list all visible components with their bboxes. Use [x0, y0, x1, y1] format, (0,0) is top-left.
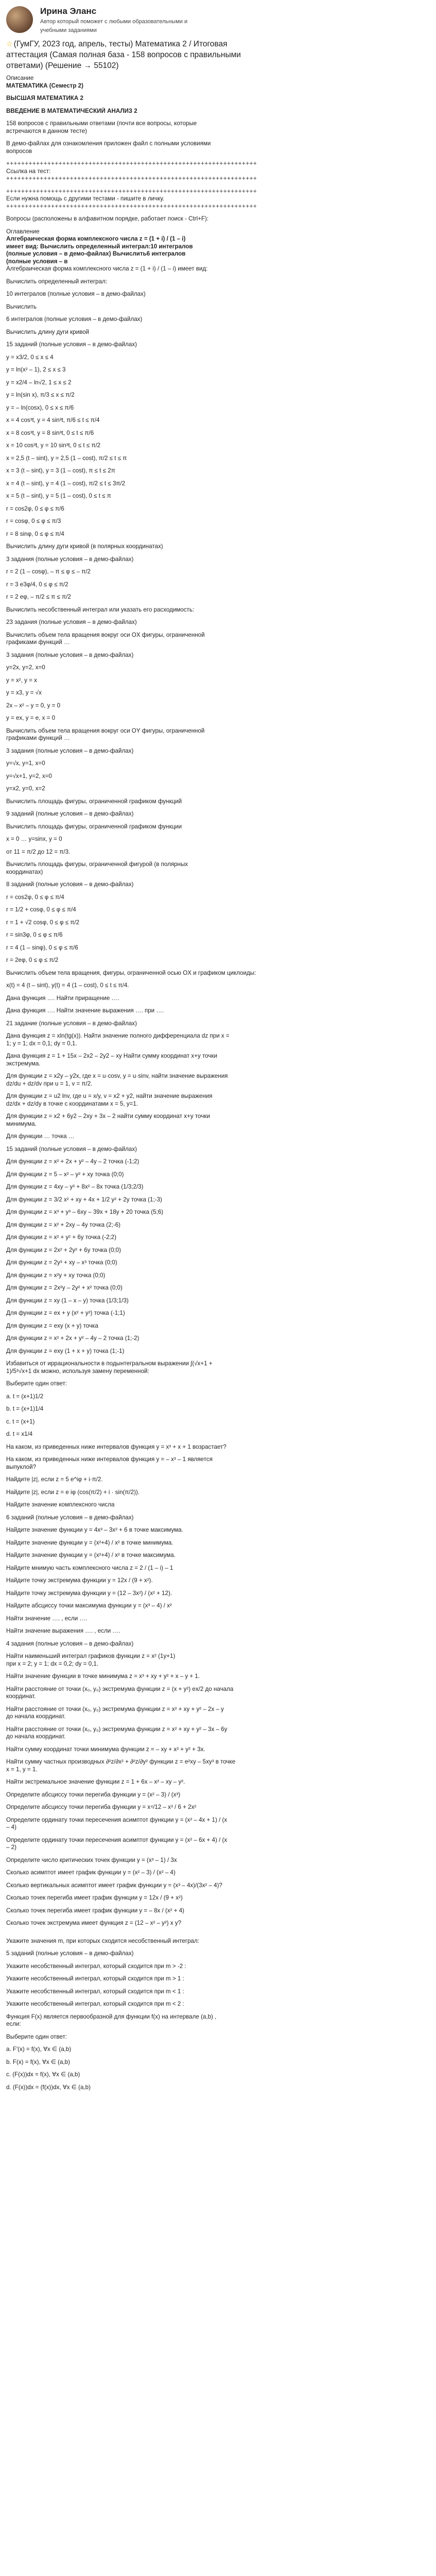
- body-line: Найти значение функции в точке минимума z = x³ + xy + y² + x – y + 1.: [6, 1673, 200, 1680]
- body-line: a. F'(x) = f(x), ∀x ∈ (a,b): [6, 2046, 72, 2053]
- body-line: Вычислить площадь фигуры, ограниченной графиком функций: [6, 798, 182, 805]
- body-line: c. t = (x+1): [6, 1418, 35, 1425]
- body-line: y = ex, y = e, x = 0: [6, 715, 56, 721]
- body-line: Найти расстояние от точки (x₀, y₀) экстремума функции z = x² + xy + y² – 2x – y: [6, 1705, 224, 1713]
- body-line: Выберите один ответ:: [6, 1380, 67, 1387]
- body-line: графиками функций …: [6, 735, 70, 741]
- body-line: Для функции z = 3/2 x² + xy + 4x + 1/2 y² + 2y точка (1;-3): [6, 1196, 162, 1203]
- body-line: Дана функция …. Найти приращение ….: [6, 994, 119, 1002]
- body-line: Найдите абсциссу точки максимума функции y = (x³ – 4) / x²: [6, 1602, 172, 1609]
- body-line: если:: [6, 2021, 21, 2027]
- body-line: На каком, из приведенных ниже интервалов функция y = – x³ – 1 является: [6, 1456, 213, 1463]
- body-line: 2x – x² – y = 0, y = 0: [6, 702, 61, 709]
- body-line: +++++++++++++++++++++++++++++++++++++++++++++++++++++++++++++++++++: [6, 160, 257, 167]
- body-line: Для функции z = x2 + 6y2 – 2xy + 3x – 2 найти сумму координат x+y точки: [6, 1113, 210, 1120]
- body-line: r = cosφ, 0 ≤ φ ≤ π/3: [6, 518, 61, 524]
- body-line: y=x2, y=0, x=2: [6, 785, 45, 792]
- body-line: Укажите несобственный интеграл, который сходится при m > 1 :: [6, 1975, 184, 1982]
- body-line: 3 задания (полные условия – в демо-файлах): [6, 555, 134, 563]
- body-line: 15 заданий (полные условия – в демо-файлах): [6, 1145, 137, 1153]
- body-line: Найдите |z|, если z = e iφ (cos(π/2) + i · sin(π/2)).: [6, 1488, 140, 1496]
- body-line: Найти сумму частных производных ∂²z/∂x² + ∂²z/∂y² функции z = e²xy – 5xy³ в точке: [6, 1758, 236, 1765]
- body-line: x = 10 cos³t, y = 10 sin³t, 0 ≤ t ≤ π/2: [6, 442, 101, 449]
- body-line: Для функции z = x² + 2xy – 4y точка (2;-6): [6, 1221, 120, 1228]
- body-line: Вычислить площадь фигуры, ограниченной графиком функции: [6, 823, 182, 830]
- body-line: 3 задания (полные условия – в демо-файлах): [6, 747, 134, 754]
- body-line: Найдите точку экстремума функции y = 12x / (9 + x²).: [6, 1577, 153, 1584]
- body-line: x = 5 (t – sint), y = 5 (1 – cost), 0 ≤ t ≤ π: [6, 493, 111, 499]
- body-line: Для функции z = x³ + y³ – 6xy – 39x + 18y + 20 точка (5;6): [6, 1209, 164, 1215]
- body-line: a. t = (x+1)1/2: [6, 1393, 44, 1400]
- body-line: Дана функция z = xln(tg(x)). Найти значение полного дифференциала dz при x =: [6, 1032, 230, 1039]
- body-line: 3 задания (полные условия – в демо-файлах): [6, 651, 134, 658]
- body-line: Избавиться от иррациональности в подынтегральном выражении ∫(√x+1 +: [6, 1360, 213, 1367]
- body-line: r = 2 eφ, – π/2 ≤ π ≤ π/2: [6, 594, 71, 600]
- body-line: Найдите точку экстремума функции y = (12 – 3x²) / (x² + 12).: [6, 1589, 172, 1597]
- body-line: b. F(x) = f(x), ∀x ∈ (a,b): [6, 2058, 70, 2065]
- body-line: – 4): [6, 1824, 16, 1831]
- body-line: Сколько асимптот имеет график функции y = (x² – 3) / (x² – 4): [6, 1869, 176, 1876]
- body-line: Укажите несобственный интеграл, который сходится при m > -2 :: [6, 1962, 186, 1970]
- body-line: d. (F(x))dx = (f(x))dx, ∀x ∈ (a,b): [6, 2083, 91, 2091]
- body-line: Найдите значение функции y = (x²+4) / x² в точке минимума.: [6, 1539, 173, 1546]
- body-line: Функция F(x) является первообразной для функции f(x) на интервале (a,b) ,: [6, 2013, 217, 2020]
- body-line: Найти расстояние от точки (x₀, y₀) экстремума функции z = (x + y²) ex/2 до начала: [6, 1685, 234, 1692]
- body-line: Для функции z = 5 – x² – y² + xy точка (0;0): [6, 1171, 124, 1178]
- body-line: до начала координат.: [6, 1733, 66, 1740]
- body-line: экстремума.: [6, 1060, 41, 1067]
- body-line: r = 8 sinφ, 0 ≤ φ ≤ π/4: [6, 530, 64, 537]
- body-line: y=√x, y=1, x=0: [6, 760, 45, 767]
- body-line: 9 заданий (полные условия – в демо-файлах): [6, 810, 134, 817]
- body-line: встречаются в данном тесте): [6, 127, 88, 134]
- body-line: Найти экстремальное значение функции z = 1 + 6x – x² – xy – y².: [6, 1778, 185, 1785]
- body-line: +++++++++++++++++++++++++++++++++++++++++++++++++++++++++++++++++++: [6, 202, 257, 210]
- body-line: c. (F(x))dx = f(x), ∀x ∈ (a,b): [6, 2071, 80, 2078]
- author-avatar[interactable]: [6, 6, 33, 33]
- body-line: координат.: [6, 1693, 36, 1700]
- body-line: Вычислить площадь фигуры, ограниченной фигурой (в полярных: [6, 861, 188, 868]
- body-line: dz/dx + dz/dy в точке с координатами x = 5, y=1.: [6, 1100, 138, 1107]
- body-line: 8 заданий (полные условия – в демо-файлах): [6, 881, 134, 888]
- body-line: Определите абсциссу точки перегиба функции y = (x² – 3) / (x³): [6, 1791, 181, 1798]
- body-line: Вычислить длину дуги кривой: [6, 328, 90, 335]
- author-info: [40, 6, 187, 34]
- body-line: x = 0 … y=sinx, y = 0: [6, 836, 62, 842]
- description-body: [6, 75, 430, 2091]
- body-line: Вычислить объем тела вращения, фигуры, ограниченной осью OX и графиком циклоиды:: [6, 969, 256, 976]
- body-line: Для функции z = 2x²y – 2y² + x² точка (0;0): [6, 1284, 123, 1291]
- body-line: Выберите один ответ:: [6, 2033, 67, 2040]
- body-line: y=2x, y=2, x=0: [6, 664, 45, 671]
- body-line: Вычислить несобственный интеграл или указать его расходимость:: [6, 606, 195, 613]
- body-line: В демо-файлах для ознакомления приложен файл с полными условиями: [6, 140, 211, 147]
- body-line: +++++++++++++++++++++++++++++++++++++++++++++++++++++++++++++++++++: [6, 175, 257, 182]
- body-line: y = – ln(cosx), 0 ≤ x ≤ π/6: [6, 404, 74, 411]
- body-line: Для функции z = x2y – y2x, где x = u·cosv, y = u·sinv, найти значение выражения: [6, 1073, 228, 1079]
- body-line: Для функции z = exy (x + y) точка: [6, 1322, 98, 1329]
- body-line: имеет вид: Вычислить определенный интеграл:10 интегралов: [6, 243, 193, 250]
- body-line: y=√x+1, y=2, x=0: [6, 772, 52, 779]
- body-line: +++++++++++++++++++++++++++++++++++++++++++++++++++++++++++++++++++: [6, 188, 257, 195]
- body-line: x = 2,5 (t – sint), y = 2,5 (1 – cost), π/2 ≤ t ≤ π: [6, 454, 127, 462]
- body-line: Для функции z = u2 lnv, где u = x/y, v = x2 + y2, найти значение выражения: [6, 1093, 213, 1099]
- body-line: 23 задания (полные условия – в демо-файлах): [6, 619, 137, 625]
- body-line: Если нужна помощь с другими тестами - пишите в личку.: [6, 195, 165, 202]
- body-line: 4 задания (полные условия – в демо-файлах): [6, 1640, 134, 1647]
- body-line: x(t) = 4 (t – sint), y(t) = 4 (1 – cost), 0 ≤ t ≤ π/4.: [6, 982, 129, 989]
- body-line: Алгебраическая форма комплексного числа z = (1 + i) / (1 – i) имеет вид:: [6, 265, 208, 272]
- star-icon[interactable]: ☆: [6, 40, 13, 48]
- body-line: Найдите |z|, если z = 5 e^iφ + i·π/2.: [6, 1476, 103, 1483]
- body-line: Для функции z = x² + 2x + y² – 4y – 2 точка (1;-2): [6, 1335, 139, 1342]
- body-line: Найдите значение комплексного числа: [6, 1501, 115, 1508]
- body-line: ВЫСШАЯ МАТЕМАТИКА 2: [6, 95, 83, 101]
- body-line: r = cos2φ, 0 ≤ φ ≤ π/4: [6, 893, 64, 901]
- body-line: 1; y = 1; dx = 0,1; dy = 0,1.: [6, 1040, 77, 1047]
- body-line: ВВЕДЕНИЕ В МАТЕМАТИЧЕСКИЙ АНАЛИЗ 2: [6, 107, 137, 114]
- body-line: y = x², y = x: [6, 676, 37, 684]
- body-line: графиками функций …: [6, 639, 70, 646]
- body-line: r = cos2φ, 0 ≤ φ ≤ π/6: [6, 505, 64, 512]
- body-line: Вычислить объем тела вращения вокруг оси OX фигуры, ограниченной: [6, 631, 205, 638]
- body-line: Сколько точек перегиба имеет график функции y = – 8x / (x² + 4): [6, 1907, 185, 1914]
- body-line: x = 4 (t – sint), y = 4 (1 – cost), π/2 ≤ t ≤ 3π/2: [6, 480, 126, 487]
- body-line: Оглавление: [6, 228, 40, 235]
- body-line: Сколько вертикальных асимптот имеет график функции y = (x³ – 4x)/(3x² – 4)?: [6, 1882, 222, 1889]
- body-line: y = x3, y = √x: [6, 689, 42, 696]
- body-line: 5 заданий (полные условия – в демо-файлах): [6, 1950, 134, 1957]
- body-line: dz/du + dz/dv при u = 1, v = π/2.: [6, 1080, 93, 1087]
- body-line: Сколько точек перегиба имеет график функции y = 12x / (9 + x²): [6, 1894, 183, 1901]
- body-line: Вопросы (расположены в алфавитном порядке, работает поиск - Ctrl+F):: [6, 215, 209, 222]
- body-line: Найти наименьший интеграл графиков функции z = x² (1y+1): [6, 1653, 176, 1659]
- body-line: 6 заданий (полные условия – в демо-файлах): [6, 1514, 134, 1521]
- author-description-line: Автор который поможет с любыми образовательными и: [40, 19, 188, 25]
- body-line: Найдите значение функции y = (x²+4) / x² в точке максимума.: [6, 1552, 176, 1558]
- body-line: y = ln(sin x), π/3 ≤ x ≤ π/2: [6, 392, 75, 398]
- body-line: Вычислить определенный интеграл:: [6, 278, 108, 285]
- body-line: Найти значение выражения …. , если ….: [6, 1628, 120, 1634]
- body-line: Ссылка на тест:: [6, 167, 51, 175]
- body-line: 158 вопросов с правильными ответами (почти все вопросы, которые: [6, 120, 197, 127]
- body-line: Для функции z = x² + y² + 6y точка (-2;2): [6, 1234, 116, 1241]
- body-line: Алгебраическая форма комплексного числа z = (1 + i) / (1 – i): [6, 235, 186, 242]
- body-line: Найти сумму координат точки минимума функции z = – xy + x² + y² + 3x.: [6, 1745, 205, 1753]
- body-line: Вычислить объем тела вращения вокруг оси OY фигуры, ограниченной: [6, 727, 205, 734]
- body-line: Для функции … точка …: [6, 1133, 75, 1140]
- body-line: Для функции z = ex + y (x² + y²) точка (-1;1): [6, 1310, 125, 1316]
- body-line: Вычислить длину дуги кривой (в полярных координатах): [6, 543, 163, 550]
- body-line: от 11 = π/2 до 12 = π/3.: [6, 848, 71, 855]
- body-line: при x = 2; y = 1; dx = 0,2; dy = 0,1.: [6, 1660, 99, 1667]
- body-line: Описание: [6, 75, 34, 81]
- body-line: Для функции z = 2x² + 2y² + 6y точка (0;0): [6, 1246, 121, 1253]
- body-line: r = 2eφ, 0 ≤ φ ≤ π/2: [6, 957, 59, 963]
- body-line: x = 8 cos³t, y = 8 sin³t, 0 ≤ t ≤ π/6: [6, 429, 94, 436]
- body-line: x = 4 cos³t, y = 4 sin³t, π/6 ≤ t ≤ π/4: [6, 417, 100, 423]
- body-line: Найдите мнимую часть комплексного числа z = 2 / (1 – i) – 1: [6, 1564, 173, 1571]
- author-block: [6, 0, 430, 38]
- body-line: r = 2 (1 – cosφ), – π ≤ φ ≤ – π/2: [6, 568, 91, 575]
- body-line: Найти расстояние от точки (x₀, y₀) экстремума функции z = x² + xy + y² – 3x – 6y: [6, 1725, 228, 1733]
- body-line: Для функции z = xy (1 – x – y) точка (1/3;1/3): [6, 1297, 129, 1304]
- body-line: r = 3 e3φ/4, 0 ≤ φ ≤ π/2: [6, 581, 68, 588]
- body-line: Укажите несобственный интеграл, который сходится при m < 1 :: [6, 1988, 184, 1995]
- body-line: r = 1 + √2 cosφ, 0 ≤ φ ≤ π/2: [6, 919, 80, 926]
- title-line: [6, 39, 430, 49]
- body-line: Дана функция …. Найти значение выражения …. при ….: [6, 1007, 164, 1014]
- body-line: x = 1, y = 1.: [6, 1766, 38, 1773]
- body-line: Сколько точек экстремума имеет функция z = (12 – x² – y²) x y?: [6, 1920, 182, 1926]
- body-line: r = 1/2 + cosφ, 0 ≤ φ ≤ π/4: [6, 906, 76, 913]
- body-line: 21 задание (полные условия – в демо-файлах): [6, 1020, 137, 1027]
- author-name[interactable]: Ирина Эланс: [40, 6, 97, 16]
- body-line: Определите абсциссу точки перегиба функции y = x⁴/12 – x³ / 6 + 2x²: [6, 1804, 197, 1810]
- body-line: Определите число критических точек функции y = (x³ – 1) / 3x: [6, 1856, 177, 1863]
- body-line: Укажите значения m, при которых сходится несобственный интеграл:: [6, 1937, 199, 1944]
- body-line: до начала координат.: [6, 1713, 66, 1720]
- body-line: Найдите значение функции y = 4x³ – 3x² + 6 в точке максимума.: [6, 1527, 183, 1533]
- work-title: [6, 39, 430, 71]
- body-line: d. t = x1/4: [6, 1431, 33, 1437]
- body-line: 15 заданий (полные условия – в демо-файлах): [6, 341, 137, 348]
- body-line: Для функции z = x²y + xy точка (0;0): [6, 1272, 106, 1279]
- body-line: Определите ординату точки пересечения асимптот функции y = (x² – 4x + 1) / (x: [6, 1816, 228, 1823]
- body-line: y = ln(x² – 1), 2 ≤ x ≤ 3: [6, 366, 66, 373]
- body-line: (полные условия – в: [6, 258, 68, 265]
- body-line: 6 интегралов (полные условия – в демо-файлах): [6, 316, 143, 323]
- body-line: МАТЕМАТИКА (Семестр 2): [6, 82, 83, 89]
- body-line: y = x2/4 – ln√2, 1 ≤ x ≤ 2: [6, 379, 72, 386]
- body-line: Для функции z = x² + 2x + y² – 4y – 2 точка (-1;2): [6, 1158, 139, 1165]
- body-line: 10 интегралов (полные условия – в демо-файлах): [6, 291, 146, 297]
- body-line: выпуклой?: [6, 1463, 37, 1470]
- body-line: вопросов: [6, 147, 32, 155]
- body-line: x = 3 (t – sint), y = 3 (1 – cost), π ≤ t ≤ 2π: [6, 467, 115, 474]
- body-line: Укажите несобственный интеграл, который сходится при m < 2 :: [6, 2001, 184, 2007]
- title-line: ответами) (Решение → 55102): [6, 61, 119, 70]
- title-text: (ГумГУ, 2023 год, апрель, тесты) Математика 2 / Итоговая: [13, 40, 228, 48]
- body-line: – 2): [6, 1844, 16, 1851]
- body-line: На каком, из приведенных ниже интервалов функция y = x³ + x + 1 возрастает?: [6, 1443, 226, 1450]
- body-line: минимума.: [6, 1120, 37, 1127]
- body-line: Для функции z = exy (1 + x + y) точка (1;-1): [6, 1347, 125, 1354]
- author-description-line: учебными заданиями: [40, 27, 97, 33]
- body-line: 1)/5³√x+1 dx можно, используя замену переменной:: [6, 1367, 149, 1375]
- body-line: r = sin3φ, 0 ≤ φ ≤ π/6: [6, 931, 63, 938]
- body-line: координатах): [6, 868, 43, 875]
- body-line: Определите ординату точки пересечения асимптот функции y = (x² – 6x + 4) / (x: [6, 1836, 228, 1843]
- title-line: аттестация (Самая полная база - 158 вопросов с правильными: [6, 50, 241, 59]
- body-line: Для функции z = 2y³ + xy – x³ точка (0;0): [6, 1259, 117, 1266]
- body-line: (полные условия – в демо-файлах) Вычислить6 интегралов: [6, 250, 186, 257]
- body-line: Дана функция z = 1 + 15x – 2x2 – 2y2 – xy Найти сумму координат x+y точки: [6, 1053, 217, 1059]
- body-line: Для функции z = 4xy – y² + 8x² – 8x точка (1/3;2/3): [6, 1183, 144, 1190]
- body-line: y = x3/2, 0 ≤ x ≤ 4: [6, 353, 54, 361]
- body-line: Найти значение …. , если ….: [6, 1615, 88, 1622]
- body-line: r = 4 (1 – sinφ), 0 ≤ φ ≤ π/6: [6, 944, 78, 951]
- body-line: b. t = (x+1)1/4: [6, 1405, 44, 1412]
- body-line: Вычислить: [6, 303, 37, 310]
